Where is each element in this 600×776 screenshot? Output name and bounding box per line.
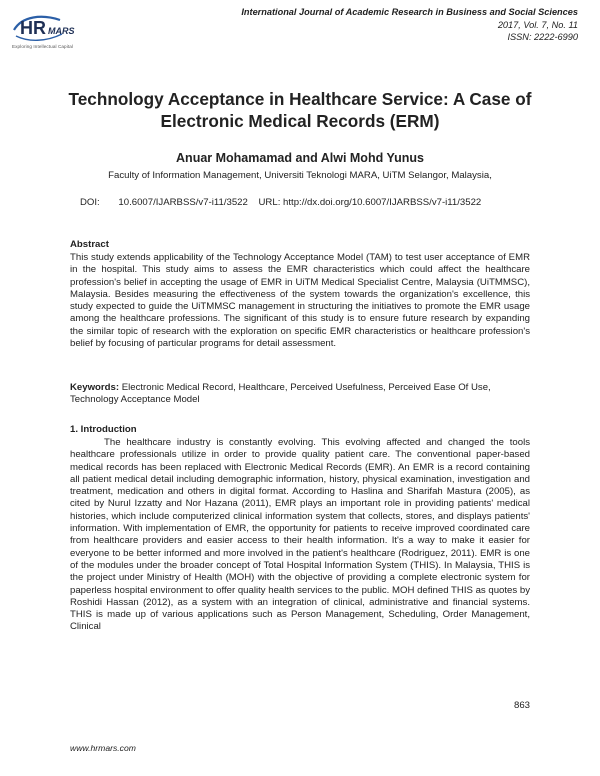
url-label: URL:	[258, 197, 281, 208]
url-value[interactable]: http://dx.doi.org/10.6007/IJARBSS/v7-i11/3522	[283, 197, 482, 208]
journal-volume: 2017, Vol. 7, No. 11	[497, 19, 578, 30]
paper-title: Technology Acceptance in Healthcare Service: A Case of Electronic Medical Records (ERM)	[68, 89, 532, 131]
footer-url[interactable]: www.hrmars.com	[70, 743, 136, 753]
journal-name: International Journal of Academic Research in Business and Social Sciences	[241, 7, 578, 17]
keywords	[70, 382, 530, 407]
doi-value[interactable]: 10.6007/IJARBSS/v7-i11/3522	[118, 197, 248, 208]
keywords-text: Electronic Medical Record, Healthcare, Perceived Usefulness, Perceived Ease Of Use, Technology Acceptance Model	[70, 382, 491, 406]
introduction-text: The healthcare industry is constantly evolving. This evolving affected and changed the tools healthcare professionals utilize in order to provide quality patient care. The conventional paper-based medical records has been replaced with Electronic Medical Records (EMR). An EMR is a record containing all patient medical detail including demographic information, history, physical examination, investigation and treatment, medication and others in digital format. According to Haslina and Sharifah Mastura (2005), as cited by Nurul Izzatty and Nor Hazana (2011), EMR plays an important role in providing patients' medical histories, which include computerized clinical information system that collects, stores, and displays patients' information. With implementation of EMR, the opportunity for patients to receive improved coordinated care from healthcare providers and easier access to their health information. It's a way to make it easier for everyone to be better informed and more involved in the patient's healthcare (Rodriguez, 2011). EMR is one of the modules under the broader concept of Total Hospital Information System (THIS). In Malaysia, THIS is the project under Ministry of Health (MOH) with the objective of providing a complete electronic system for paperless hospital environment to offer quality health services to the public. MOH defined THIS as quotes by Roshidi Hassan (2012), as a system with an integration of clinical, administrative and financial systems. THIS is made up of various applications such as Person Management, Scheduling, Order Management, Clinical	[70, 437, 530, 633]
logo-main-text: HR	[20, 18, 46, 38]
doi-label: DOI:	[80, 197, 100, 208]
page-number: 863	[513, 700, 530, 711]
paper-authors: Anuar Mohamamad and Alwi Mohd Yunus	[176, 151, 424, 165]
hrmars-logo	[12, 12, 122, 48]
introduction-heading: 1. Introduction	[70, 424, 137, 435]
abstract-heading: Abstract	[70, 239, 109, 250]
doi-line	[80, 197, 481, 208]
logo-tagline: Exploring Intellectual Capital	[12, 44, 73, 49]
journal-issn: ISSN: 2222-6990	[507, 32, 578, 43]
abstract-text: This study extends applicability of the Technology Acceptance Model (TAM) to test user acceptance of EMR in the hospital. This study aims to assess the EMR characteristics which could affect the healthcare profession's belief in accepting the usage of EMR in UiTM Medical Specialist Centre, Malaysia (UiTMMSC), Malaysia. Besides measuring the effectiveness of the system towards the organization's excellence, this study expected to guide the UiTMMSC management in structuring the initiatives to promote the EMR usage among the healthcare professions. The significant of this study is to ensure future research by expanding the similar topic of research with the exploration on specific EMR characteristics or healthcare profession's belief by focusing of particular programs for detail assessment.	[70, 252, 530, 350]
journal-header	[198, 6, 578, 44]
keywords-label: Keywords:	[70, 382, 120, 393]
logo-sub-text: MARS	[48, 26, 75, 36]
paper-affiliation: Faculty of Information Management, Universiti Teknologi MARA, UiTM Selangor, Malaysia,	[108, 170, 492, 181]
hrmars-logo-mark	[12, 12, 122, 46]
